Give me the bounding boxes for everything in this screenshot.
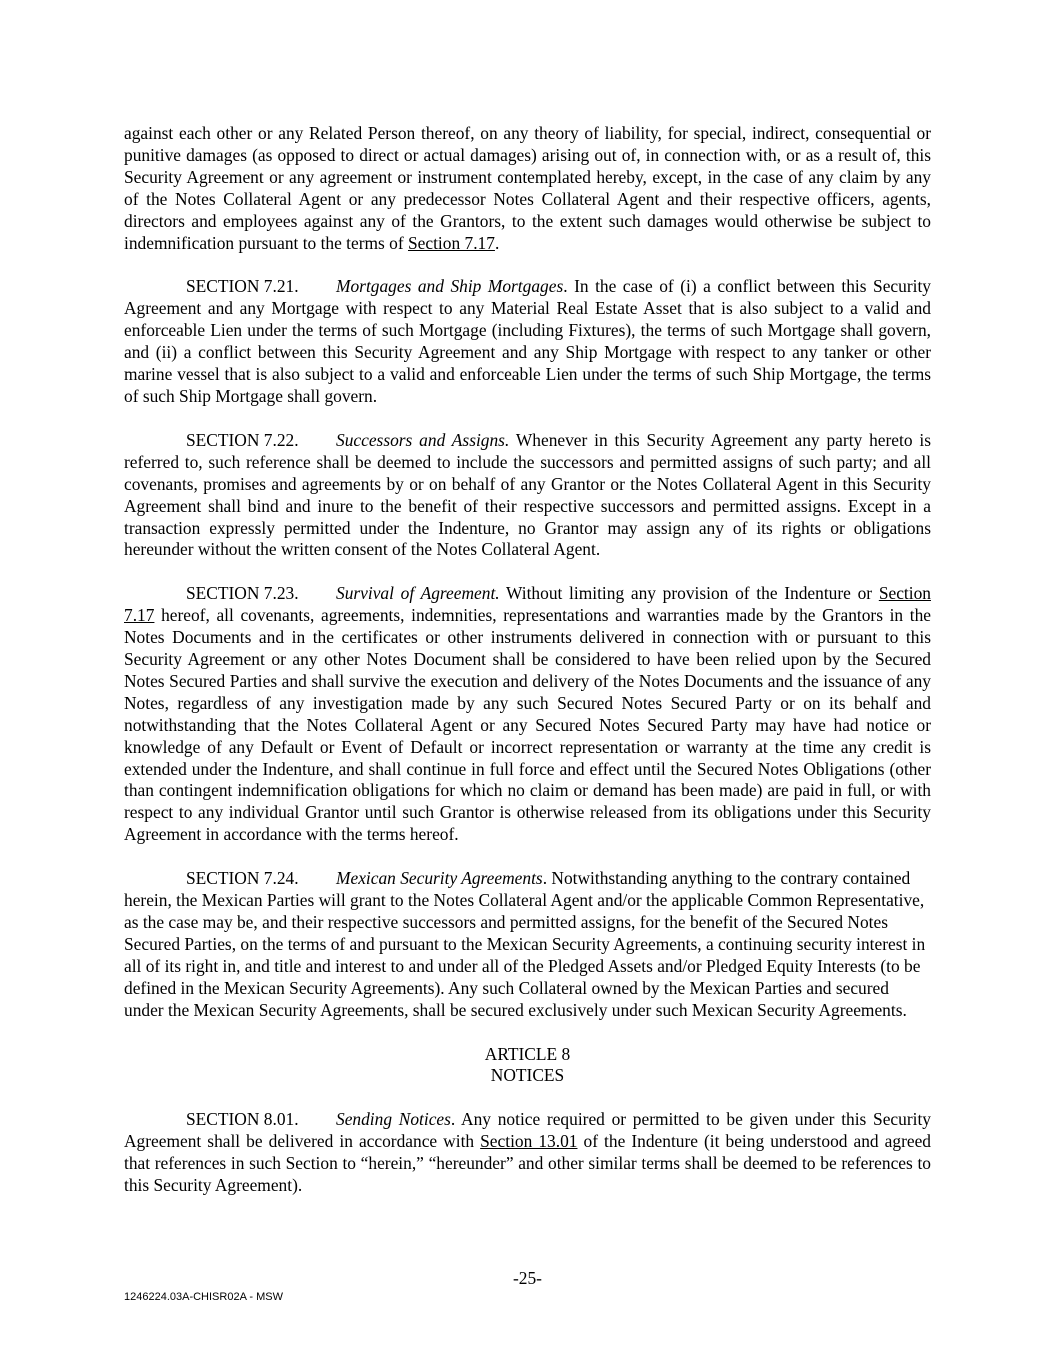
paragraph-continuation: against each other or any Related Person thereof, on any theory of liability, for special, indirect, consequential or punitive damages (as opposed to direct or actual damages) arising out of, in connection with, or as a result of, this Security Agreement or any agreement or instrument contemplated hereby, except, in the case of any claim by any of the Notes Collateral Agent or any predecessor Notes Collateral Agent and their respective officers, agents, directors and employees against any of the Grantors, to the extent such damages would otherwise be subject to indemnification pursuant to the terms of Section 7.17. bbox=[124, 123, 931, 253]
paragraph-text: against each other or any Related Person thereof, on any theory of liability, for special, indirect, consequential or punitive damages (as opposed to direct or actual damages) arising out of, in connection with, or as a result of, this Security Agreement or any agreement or instrument contemplated hereby, except, in the case of any claim by any of the Notes Collateral Agent or any predecessor Notes Collateral Agent and their respective officers, agents, directors and employees against any of the Grantors, to the extent such damages would otherwise be subject to indemnification pursuant to the terms of bbox=[124, 123, 931, 253]
section-text: Notwithstanding anything to the contrary contained herein, the Mexican Parties will grant to the Notes Collateral Agent and/or the applicable Common Representative, as the case may be, and their respective successors and permitted assigns, for the benefit of the Secured Notes Secured Parties, on the terms of and pursuant to the Mexican Security Agreements, a continuing security interest in all of its right in, and title and interest to and under all of the Pledged Assets and/or Pledged Equity Interests (to be defined in the Mexican Security Agreements). Any such Collateral owned by the Mexican Parties and secured under the Mexican Security Agreements, shall be secured exclusively under such Mexican Security Agreements. bbox=[124, 868, 926, 1020]
article-number: ARTICLE 8 bbox=[484, 1043, 571, 1064]
section-number: SECTION 7.23. bbox=[186, 583, 299, 604]
section-heading: Mexican Security Agreements bbox=[336, 868, 543, 889]
cross-reference-link: Section 7.17 bbox=[124, 583, 931, 626]
section-number: SECTION 8.01. bbox=[186, 1109, 299, 1130]
document-id-footer: 1246224.03A-CHISR02A - MSW bbox=[124, 1291, 283, 1303]
section-heading: Successors and Assigns. bbox=[336, 429, 510, 450]
section-number: SECTION 7.22. bbox=[186, 429, 299, 450]
section-text: Any notice required or permitted to be given under this Security Agreement shall be delivered in accordance with bbox=[124, 1109, 931, 1152]
article-heading bbox=[124, 1044, 931, 1088]
section-7-23: SECTION 7.23. Survival of Agreement. Without limiting any provision of the Indenture or Section 7.17 hereof, all covenants, agreements, indemnities, representations and warranties made by the Grantors in the Notes Documents and in the certificates or other instruments delivered in connection with or pursuant to this Security Agreement or any other Notes Document shall be considered to have been relied upon by the Secured Notes Secured Parties and shall survive the execution and delivery of the Notes Documents and the issuance of any Notes, regardless of any investigation made by any such Secured Notes Secured Party or on its behalf and notwithstanding that the Notes Collateral Agent or any Secured Notes Secured Party may have had notice or knowledge of any Default or Event of Default or incorrect representation or warranty at the time any credit is extended under the Indenture, and shall continue in full force and effect until the Secured Notes Obligations (other than contingent indemnification obligations for which no claim or demand has been made) are paid in full, or with respect to any individual Grantor until such Grantor is otherwise released from its obligations under this Security Agreement in accordance with the terms hereof. bbox=[124, 583, 931, 845]
page-number: -25- bbox=[513, 1268, 542, 1288]
section-8-01: SECTION 8.01. Sending Notices. Any notice required or permitted to be given under this Security Agreement shall be delivered in accordance with Section 13.01 of the Indenture (it being understood and agreed that references in such Section to “herein,” “hereunder” and other similar terms shall be deemed to be references to this Security Agreement). bbox=[124, 1109, 932, 1196]
cross-reference-link: Section 13.01 bbox=[480, 1131, 578, 1152]
section-7-22 bbox=[124, 430, 931, 561]
section-heading: Sending Notices bbox=[336, 1109, 451, 1130]
section-7-24: SECTION 7.24. Mexican Security Agreements. Notwithstanding anything to the contrary contained herein, the Mexican Parties will grant to the Notes Collateral Agent and/or the applicable Common Representative, as the case may be, and their respective successors and permitted assigns, for the benefit of the Secured Notes Secured Parties, on the terms of and pursuant to the Mexican Security Agreements, a continuing security interest in all of its right in, and title and interest to and under all of the Pledged Assets and/or Pledged Equity Interests (to be defined in the Mexican Security Agreements). Any such Collateral owned by the Mexican Parties and secured under the Mexican Security Agreements, shall be secured exclusively under such Mexican Security Agreements. bbox=[124, 868, 926, 1020]
section-text: Whenever in this Security Agreement any party hereto is referred to, such reference shall be deemed to include the successors and permitted assigns of such party; and all covenants, promises and agreements by or on behalf of any Grantor or the Notes Collateral Agent in this Security Agreement shall bind and inure to the benefit of their respective successors and permitted assigns. Except in a transaction expressly permitted under the Indenture, no Grantor may assign any of its rights or obligations hereunder without the written consent of the Notes Collateral Agent. bbox=[124, 429, 931, 560]
section-number: SECTION 7.21. bbox=[186, 276, 299, 297]
section-heading: Survival of Agreement. bbox=[336, 583, 500, 604]
document-body bbox=[124, 123, 931, 1219]
section-heading: Mortgages and Ship Mortgages bbox=[336, 276, 564, 297]
article-title: NOTICES bbox=[490, 1065, 565, 1086]
section-text: Without limiting any provision of the Indenture or bbox=[506, 583, 879, 604]
section-text: In the case of (i) a conflict between this Security Agreement and any Mortgage with respect to any Material Real Estate Asset that is also subject to a valid and enforceable Lien under the terms of such Mortgage (including Fixtures), the terms of such Mortgage shall govern, and (ii) a conflict between this Security Agreement and any Ship Mortgage with respect to any tanker or other marine vessel that is also subject to a valid and enforceable Lien under the terms of such Ship Mortgage, the terms of such Ship Mortgage shall govern. bbox=[124, 276, 931, 406]
section-7-21: SECTION 7.21. Mortgages and Ship Mortgages. In the case of (i) a conflict between this Security Agreement and any Mortgage with respect to any Material Real Estate Asset that is also subject to a valid and enforceable Lien under the terms of such Mortgage (including Fixtures), the terms of such Mortgage shall govern, and (ii) a conflict between this Security Agreement and any Ship Mortgage with respect to any tanker or other marine vessel that is also subject to a valid and enforceable Lien under the terms of such Ship Mortgage, the terms of such Ship Mortgage shall govern. bbox=[124, 276, 931, 406]
cross-reference-link: Section 7.17 bbox=[407, 232, 495, 253]
section-number: SECTION 7.24. bbox=[186, 868, 299, 889]
